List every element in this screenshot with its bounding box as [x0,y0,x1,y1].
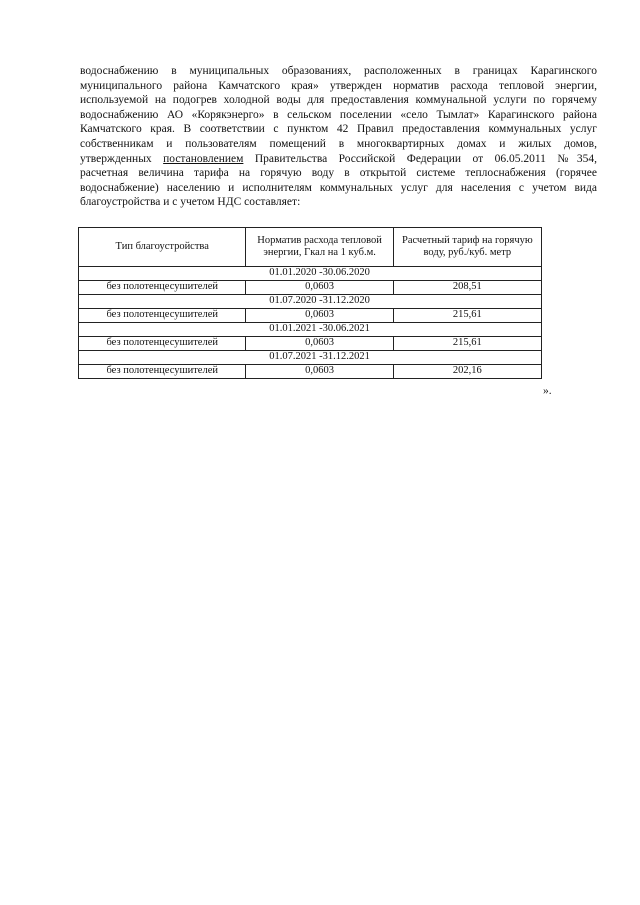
header-type: Тип благоустройства [79,228,246,267]
cell-tariff: 208,51 [393,281,541,295]
paragraph-line: водоснабжение) населению и исполнителям коммунальных услуг для населения с учетом вида [80,181,597,194]
line-text: Правительства Российской Федерации от 06.05.2011 №354, [243,152,597,165]
period-row [79,323,542,337]
cell-tariff: 215,61 [393,309,541,323]
period-row [79,267,542,281]
cell-type: без полотенцесушителей [79,281,246,295]
paragraph-line: муниципального района Камчатского края» утвержден норматив расхода тепловой энергии, [80,79,597,92]
closing-quote: ». [543,385,552,397]
tariff-table [78,227,542,379]
period-row [79,351,542,365]
period-label: 01.07.2021 -31.12.2021 [246,351,393,365]
header-tariff: Расчетный тариф на горячую воду, руб./куб. метр [393,228,541,267]
cell-type: без полотенцесушителей [79,337,246,351]
period-label: 01.01.2020 -30.06.2020 [246,267,393,281]
cell-norm: 0,0603 [246,281,393,295]
period-label: 01.07.2020 -31.12.2020 [246,295,393,309]
period-row [79,295,542,309]
paragraph-line: используемой на подогрев холодной воды для предоставления коммунальной услуги по горячему [80,94,597,107]
table-row [79,281,542,295]
table-row [79,309,542,323]
cell-norm: 0,0603 [246,365,393,379]
cell-tariff: 215,61 [393,337,541,351]
paragraph-line: водоснабжению АО «Корякэнерго» в сельском поселении «село Тымлат» Карагинского района [80,108,597,121]
paragraph-line: благоустройства и с учетом НДС составляет: [80,196,301,209]
body-paragraph [80,64,597,210]
table-row [79,365,542,379]
table-header-row [79,228,542,267]
cell-type: без полотенцесушителей [79,365,246,379]
paragraph-line [80,152,597,167]
paragraph-line: собственникам и пользователям помещений в многоквартирных домах и жилых домов, [80,137,597,150]
cell-type: без полотенцесушителей [79,309,246,323]
table-row [79,337,542,351]
header-norm: Норматив расхода тепловой энергии, Гкал на 1 куб.м. [246,228,393,267]
paragraph-line: Камчатского края. В соответствии с пунктом 42 Правил предоставления коммунальных услуг [80,123,597,136]
cell-tariff: 202,16 [393,365,541,379]
cell-norm: 0,0603 [246,337,393,351]
decree-link[interactable]: постановлением [163,152,244,165]
paragraph-line: расчетная величина тарифа на горячую воду в открытой системе теплоснабжения (горячее [80,167,597,180]
cell-norm: 0,0603 [246,309,393,323]
paragraph-line: водоснабжению в муниципальных образованиях, расположенных в границах Карагинского [80,65,597,77]
period-label: 01.01.2021 -30.06.2021 [246,323,393,337]
line-text: утвержденных [80,152,164,165]
